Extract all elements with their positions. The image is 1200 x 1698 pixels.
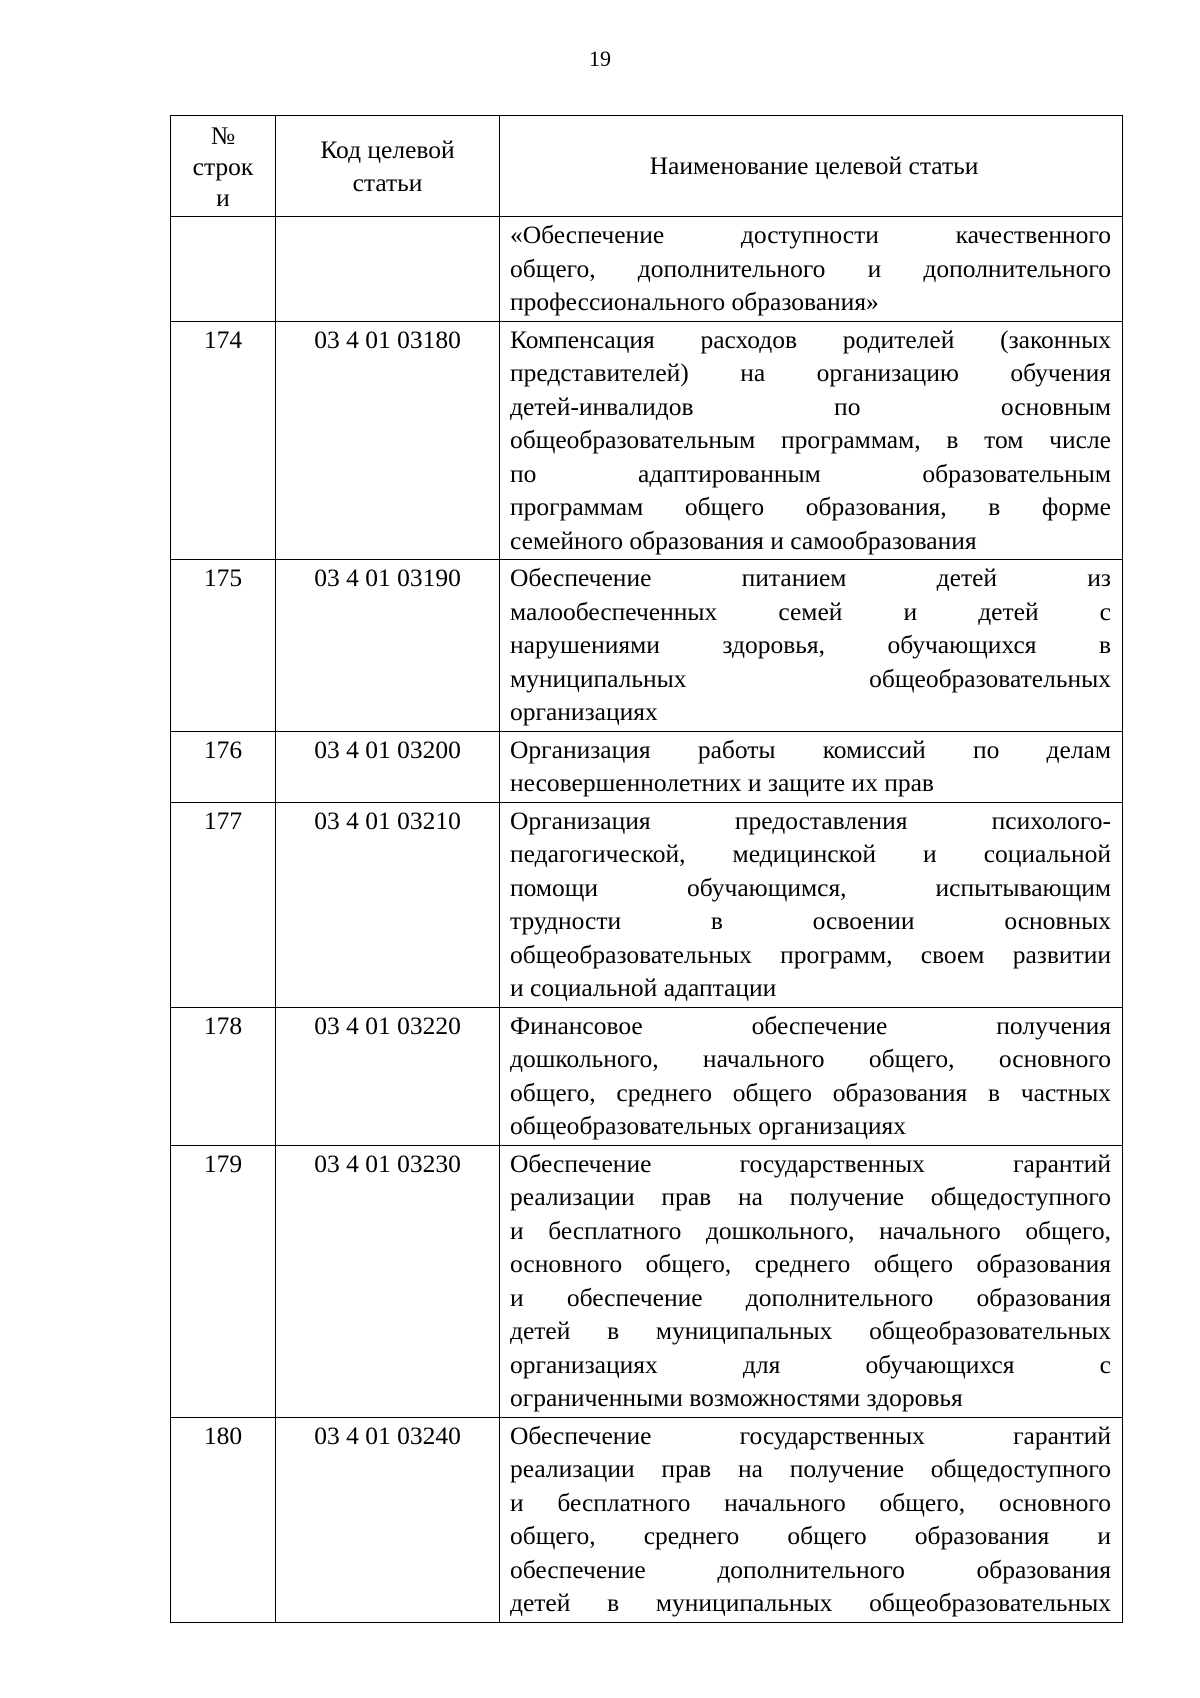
target-name-line: Обеспечение питанием детей из <box>510 563 1111 592</box>
target-name-cell <box>500 731 1123 802</box>
target-name-cell <box>500 560 1123 732</box>
row-number-cell: 177 <box>171 802 276 1007</box>
target-name-line: Обеспечение государственных гарантий <box>510 1420 1111 1450</box>
target-name-line: общего, дополнительного и дополнительного <box>510 253 1111 283</box>
target-name-last-line: профессионального образования» <box>510 287 879 316</box>
target-code-cell: 03 4 01 03240 <box>276 1417 500 1622</box>
header-row-number <box>171 116 276 217</box>
target-name-line: общеобразовательным программам, в том числе <box>510 425 1111 454</box>
target-name-line: основного общего, среднего общего образования <box>510 1249 1111 1278</box>
table-row <box>171 1417 1123 1622</box>
target-name-line: программам общего образования, в форме <box>510 492 1111 521</box>
target-name-line: общего, среднего общего образования в частных <box>510 1077 1111 1107</box>
header-row-number-line: и <box>216 182 230 212</box>
target-name-line: муниципальных общеобразовательных <box>510 663 1111 693</box>
table-header-row <box>171 116 1123 217</box>
header-row-number-line: строк <box>192 151 254 181</box>
header-target-name: Наименование целевой статьи <box>500 116 1123 217</box>
target-name-cell <box>500 1145 1123 1417</box>
table-row <box>171 217 1123 322</box>
target-name-line: трудности в освоении основных <box>510 906 1111 935</box>
target-name-line: представителей) на организацию обучения <box>510 358 1111 387</box>
row-number-cell: 178 <box>171 1007 276 1145</box>
target-name-cell <box>500 1007 1123 1145</box>
target-name-last-line: общеобразовательных организациях <box>510 1111 906 1140</box>
target-code-cell: 03 4 01 03180 <box>276 321 500 560</box>
target-name-last-line: ограниченными возможностями здоровья <box>510 1383 963 1412</box>
page-number: 19 <box>589 46 611 71</box>
table-row <box>171 1145 1123 1417</box>
target-articles-table <box>170 115 1123 1623</box>
target-code-cell: 03 4 01 03230 <box>276 1145 500 1417</box>
table-row <box>171 560 1123 732</box>
target-name-line: Обеспечение государственных гарантий <box>510 1148 1111 1178</box>
table-row <box>171 802 1123 1007</box>
target-name-line: Организация предоставления психолого- <box>510 805 1111 835</box>
header-target-code <box>276 116 500 217</box>
target-name-cell <box>500 217 1123 322</box>
row-number-cell: 176 <box>171 731 276 802</box>
target-name-line: реализации прав на получение общедоступного <box>510 1182 1111 1211</box>
header-row-number-line: № <box>210 120 236 150</box>
row-number-cell: 175 <box>171 560 276 732</box>
target-name-line: и бесплатного дошкольного, начального общего, <box>510 1215 1111 1245</box>
header-target-code-line: статьи <box>352 168 423 197</box>
target-code-cell <box>276 217 500 322</box>
target-name-line: Финансовое обеспечение получения <box>510 1010 1111 1040</box>
target-name-last-line: семейного образования и самообразования <box>510 525 977 555</box>
target-name-line: детей в муниципальных общеобразовательных <box>510 1316 1111 1345</box>
target-name-line: нарушениями здоровья, обучающихся в <box>510 630 1111 659</box>
target-code-cell: 03 4 01 03190 <box>276 560 500 732</box>
target-name-cell <box>500 321 1123 560</box>
target-name-line: общего, среднего общего образования и <box>510 1521 1111 1550</box>
target-code-cell: 03 4 01 03210 <box>276 802 500 1007</box>
target-code-cell: 03 4 01 03200 <box>276 731 500 802</box>
target-name-cell <box>500 1417 1123 1622</box>
target-name-line: и бесплатного начального общего, основного <box>510 1487 1111 1517</box>
target-name-line: и обеспечение дополнительного образования <box>510 1282 1111 1312</box>
target-name-line: дошкольного, начального общего, основного <box>510 1044 1111 1073</box>
target-name-line: общеобразовательных программ, своем развитии <box>510 939 1111 969</box>
target-name-line: помощи обучающимся, испытывающим <box>510 872 1111 902</box>
target-name-line: Организация работы комиссий по делам <box>510 734 1111 764</box>
table-row <box>171 1007 1123 1145</box>
row-number-cell: 174 <box>171 321 276 560</box>
target-name-line: организациях для обучающихся с <box>510 1349 1111 1379</box>
target-name-cell <box>500 802 1123 1007</box>
target-name-line: «Обеспечение доступности качественного <box>510 220 1111 249</box>
target-code-cell: 03 4 01 03220 <box>276 1007 500 1145</box>
target-name-last-line: несовершеннолетних и защите их прав <box>510 768 934 797</box>
target-name-line: малообеспеченных семей и детей с <box>510 596 1111 626</box>
target-name-line: реализации прав на получение общедоступного <box>510 1454 1111 1483</box>
target-name-line: по адаптированным образовательным <box>510 458 1111 488</box>
target-name-last-line: организациях <box>510 697 658 726</box>
header-target-code-line: Код целевой <box>320 135 455 164</box>
row-number-cell: 180 <box>171 1417 276 1622</box>
table-row <box>171 731 1123 802</box>
target-name-line: обеспечение дополнительного образования <box>510 1554 1111 1584</box>
target-name-last-line: и социальной адаптации <box>510 973 777 1002</box>
table-row <box>171 321 1123 560</box>
row-number-cell: 179 <box>171 1145 276 1417</box>
target-name-line: детей-инвалидов по основным <box>510 391 1111 421</box>
target-name-line: детей в муниципальных общеобразовательных <box>510 1588 1111 1617</box>
target-name-line: педагогической, медицинской и социальной <box>510 839 1111 868</box>
target-name-line: Компенсация расходов родителей (законных <box>510 324 1111 354</box>
row-number-cell <box>171 217 276 322</box>
